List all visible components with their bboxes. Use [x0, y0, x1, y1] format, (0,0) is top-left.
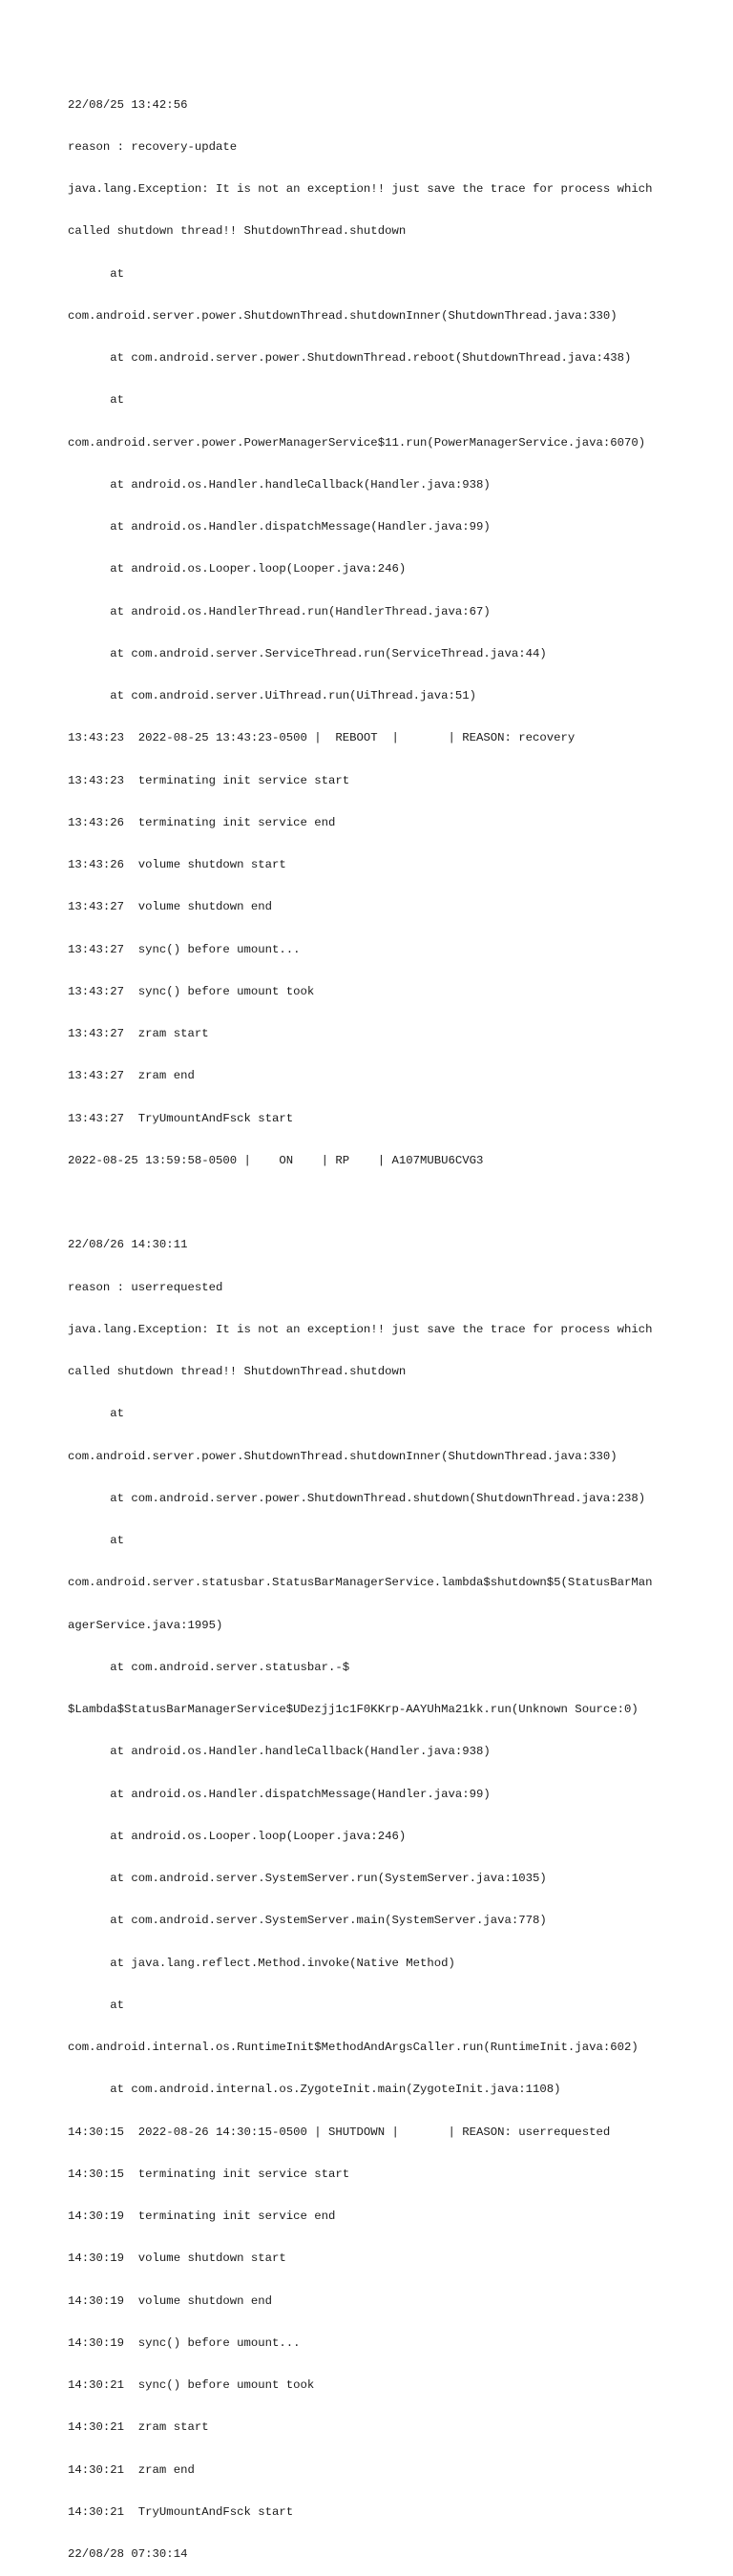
log-line: at android.os.HandlerThread.run(HandlerThread.java:67)	[68, 604, 491, 618]
log-line: at java.lang.reflect.Method.invoke(Native Method)	[68, 1956, 455, 1970]
log-line: at android.os.Handler.handleCallback(Handler.java:938)	[68, 477, 491, 492]
log-line: 14:30:21 zram end	[68, 2462, 195, 2477]
log-line: at android.os.Looper.loop(Looper.java:246)	[68, 1829, 407, 1843]
log-line: reason : recovery-update	[68, 139, 238, 154]
log-line: at com.android.server.SystemServer.main(SystemServer.java:778)	[68, 1914, 547, 1928]
log-line: 14:30:21 TryUmountAndFsck start	[68, 2504, 294, 2519]
log-line: 13:43:23 2022-08-25 13:43:23-0500 | REBOOT | | REASON: recovery	[68, 731, 576, 745]
log-line: com.android.server.power.ShutdownThread.shutdownInner(ShutdownThread.java:330)	[68, 1449, 618, 1463]
log-line: 22/08/25 13:42:56	[68, 97, 188, 112]
log-line: 14:30:19 volume shutdown end	[68, 2293, 273, 2308]
log-line: java.lang.Exception: It is not an exception!! just save the trace for process which	[68, 182, 653, 196]
log-line: $Lambda$StatusBarManagerService$UDezjj1c1F0KKrp-AAYUhMa21kk.run(Unknown Source:0)	[68, 1703, 639, 1716]
log-line: 14:30:15 terminating init service start	[68, 2167, 350, 2181]
log-line: agerService.java:1995)	[68, 1618, 223, 1632]
log-line: at	[68, 393, 125, 408]
log-line: at com.android.server.power.ShutdownThread.reboot(ShutdownThread.java:438)	[68, 351, 632, 365]
log-line: 13:43:23 terminating init service start	[68, 773, 350, 787]
log-line: called shutdown thread!! ShutdownThread.shutdown	[68, 224, 407, 239]
log-line: reason : userrequested	[68, 1280, 223, 1294]
log-line: 13:43:27 volume shutdown end	[68, 900, 273, 914]
log-line: at android.os.Handler.dispatchMessage(Handler.java:99)	[68, 520, 491, 534]
log-line: at com.android.server.statusbar.-$	[68, 1660, 350, 1674]
log-line: 13:43:26 volume shutdown start	[68, 858, 286, 871]
log-text-body	[68, 70, 726, 2576]
log-line: com.android.internal.os.RuntimeInit$MethodAndArgsCaller.run(RuntimeInit.java:602)	[68, 2041, 639, 2054]
log-line: com.android.server.statusbar.StatusBarManagerService.lambda$shutdown$5(StatusBarMan	[68, 1576, 653, 1590]
log-line: com.android.server.power.PowerManagerService$11.run(PowerManagerService.java:6070)	[68, 435, 646, 450]
log-line: at	[68, 1998, 125, 2012]
log-line: at android.os.Handler.dispatchMessage(Handler.java:99)	[68, 1787, 491, 1801]
log-line: 13:43:27 sync() before umount took	[68, 984, 315, 998]
log-line: at com.android.server.UiThread.run(UiThread.java:51)	[68, 689, 477, 702]
log-line: 13:43:27 TryUmountAndFsck start	[68, 1111, 294, 1125]
log-line: 14:30:19 terminating init service end	[68, 2209, 336, 2223]
log-line: 13:43:27 sync() before umount...	[68, 942, 301, 956]
log-line: com.android.server.power.ShutdownThread.shutdownInner(ShutdownThread.java:330)	[68, 308, 618, 323]
log-line: 14:30:21 sync() before umount took	[68, 2378, 315, 2392]
log-line: at	[68, 1407, 125, 1421]
log-line: 14:30:21 zram start	[68, 2420, 209, 2435]
log-line: at	[68, 266, 125, 281]
log-line: called shutdown thread!! ShutdownThread.shutdown	[68, 1365, 407, 1378]
log-line: at com.android.internal.os.ZygoteInit.main(ZygoteInit.java:1108)	[68, 2083, 561, 2097]
log-line: 13:43:26 terminating init service end	[68, 815, 336, 829]
log-line: java.lang.Exception: It is not an exception!! just save the trace for process which	[68, 1322, 653, 1336]
log-line	[68, 1196, 726, 1210]
log-line: at android.os.Looper.loop(Looper.java:246)	[68, 562, 407, 576]
log-line: 14:30:15 2022-08-26 14:30:15-0500 | SHUTDOWN | | REASON: userrequested	[68, 2125, 611, 2139]
log-line: at com.android.server.ServiceThread.run(ServiceThread.java:44)	[68, 646, 547, 660]
log-line: at com.android.server.SystemServer.run(SystemServer.java:1035)	[68, 1872, 547, 1885]
log-line: at android.os.Handler.handleCallback(Handler.java:938)	[68, 1745, 491, 1759]
log-line: 14:30:19 sync() before umount...	[68, 2335, 301, 2350]
log-line: 2022-08-25 13:59:58-0500 | ON | RP | A107MUBU6CVG3	[68, 1153, 484, 1167]
log-line: 14:30:19 volume shutdown start	[68, 2251, 286, 2266]
log-line: 13:43:27 zram end	[68, 1069, 195, 1083]
log-line: 13:43:27 zram start	[68, 1027, 209, 1040]
log-line: at	[68, 1534, 125, 1547]
log-line: 22/08/28 07:30:14	[68, 2547, 188, 2561]
log-line: at com.android.server.power.ShutdownThread.shutdown(ShutdownThread.java:238)	[68, 1491, 646, 1505]
log-line: 22/08/26 14:30:11	[68, 1238, 188, 1252]
